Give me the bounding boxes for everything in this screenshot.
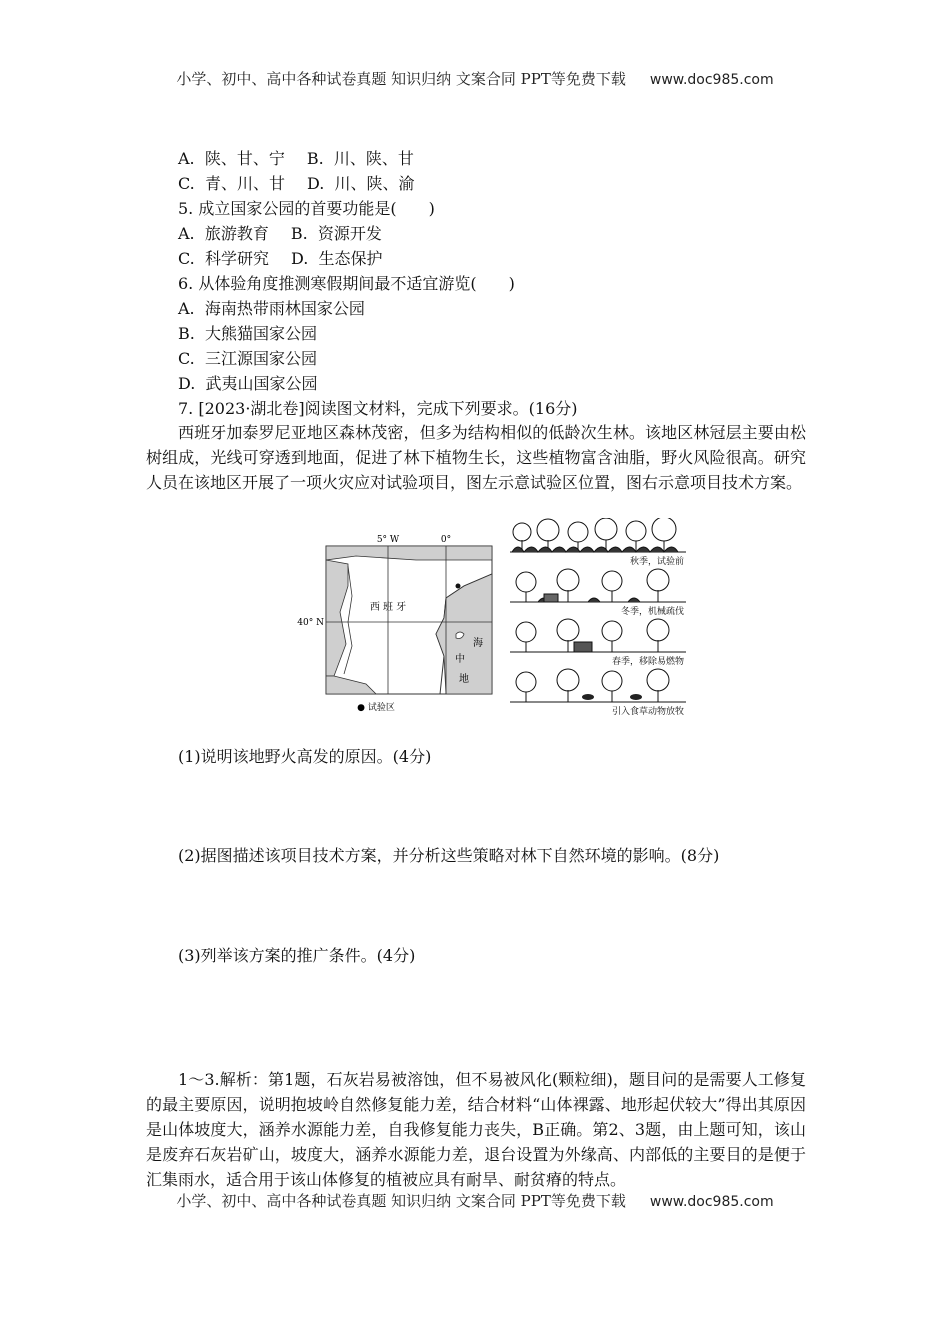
q7-sub2: (2)据图描述该项目技术方案，并分析这些策略对林下自然环境的影响。(8分): [178, 846, 720, 865]
test-area-marker: [456, 584, 461, 589]
q5-opt-c: 科学研究: [204, 249, 269, 268]
lon-0-label: 0°: [440, 535, 452, 545]
sea-label-2: 中: [455, 654, 465, 665]
q6-option-a: [178, 296, 365, 319]
q4-opt-c: 青、川、甘: [204, 174, 285, 193]
answer-analysis: 1～3.解析：第1题，石灰岩易被溶蚀，但不易被风化(颗粒细)，题目问的是需要人工修复的最主要原因，说明抱坡岭自然修复能力差，结合材料“山体裸露、地形起伏较大”得出其原因是山体坡度大，涵养水源能力差，自我修复能力丧失，B正确。第2、3题，由上题可知，该山是废弃石灰岩矿山，坡度大，涵养水源能力差，退台设置为外缘高、内部低的主要目的是便于汇集雨水，适合用于该山体修复的植被应具有耐旱、耐贫瘠的特点。: [146, 1070, 806, 1189]
footer-text: 小学、初中、高中各种试卷真题 知识归纳 文案合同 PPT等免费下载: [176, 1192, 626, 1210]
q6-stem: 6. 从体验角度推测寒假期间最不适宜游览( ): [178, 274, 515, 293]
q7-material: 西班牙加泰罗尼亚地区森林茂密，但多为结构相似的低龄次生林。该地区林冠层主要由松树组成，光线可穿透到地面，促进了林下植物生长，这些植物富含油脂，野火风险很高。研究人员在该地区开展了一项火灾应对试验项目，图左示意试验区位置，图右示意项目技术方案。: [146, 423, 806, 492]
q5-opt-b: 资源开发: [317, 224, 382, 243]
q6-option-c: [178, 346, 317, 369]
q4-opt-a-label: A.: [178, 149, 195, 168]
country-label: 西 班 牙: [369, 602, 407, 613]
lat-40n-label: 40° N: [297, 618, 324, 628]
q4-opt-b: 川、陕、甘: [333, 149, 414, 168]
q5-opt-d-label: D.: [290, 249, 309, 268]
q6-option-b: [178, 321, 317, 344]
q5-opt-c-label: C.: [178, 249, 195, 268]
q6-opt-d-label: D.: [178, 374, 196, 393]
footer-url[interactable]: www.doc985.com: [649, 1194, 774, 1210]
q5-opt-d: 生态保护: [318, 249, 383, 268]
scene-caption-grazing: 引入食草动物放牧: [611, 707, 684, 717]
q6-opt-c-text: 三江源国家公园: [204, 349, 317, 368]
q4-opt-d: 川、陕、渝: [334, 174, 415, 193]
q4-opt-b-label: B.: [306, 149, 324, 168]
scheme-illustration: [508, 518, 688, 718]
q4-options-row1: [178, 146, 414, 169]
header-text: 小学、初中、高中各种试卷真题 知识归纳 文案合同 PPT等免费下载: [176, 70, 626, 88]
page-header: [0, 68, 950, 89]
q4-opt-c-label: C.: [178, 174, 195, 193]
q6-opt-b-text: 大熊猫国家公园: [205, 324, 318, 343]
sea-label-1: 海: [473, 638, 483, 649]
q7-figure: [296, 518, 688, 718]
q6-opt-a-text: 海南热带雨林国家公园: [204, 299, 365, 318]
q5-opt-b-label: B.: [290, 224, 308, 243]
q4-options-row2: [178, 171, 414, 194]
scene-caption-winter: 冬季，机械疏伐: [620, 607, 684, 617]
q5-options-row2: [178, 246, 382, 269]
scene-caption-spring: 春季，移除易燃物: [611, 657, 684, 667]
q7-stem: 7. [2023·湖北卷]阅读图文材料，完成下列要求。(16分): [178, 399, 578, 418]
q6-opt-b-label: B.: [178, 324, 195, 343]
q5-opt-a: 旅游教育: [204, 224, 269, 243]
lon-5w-label: 5° W: [376, 535, 400, 545]
q5-stem: 5. 成立国家公园的首要功能是( ): [178, 199, 435, 218]
technical-scheme: [508, 518, 688, 718]
map-legend: ● 试验区: [357, 703, 395, 713]
header-url[interactable]: www.doc985.com: [649, 72, 774, 88]
q5-options-row1: [178, 221, 382, 244]
spain-map: [296, 526, 496, 716]
q7-sub3: (3)列举该方案的推广条件。(4分): [178, 946, 416, 965]
scene-caption-autumn: 秋季，试验前: [629, 557, 684, 567]
q4-opt-a: 陕、甘、宁: [204, 149, 285, 168]
q6-option-d: [178, 371, 318, 394]
q4-opt-d-label: D.: [306, 174, 325, 193]
q6-opt-c-label: C.: [178, 349, 195, 368]
q6-opt-d-text: 武夷山国家公园: [205, 374, 318, 393]
sea-label-3: 地: [459, 674, 469, 685]
q5-opt-a-label: A.: [178, 224, 195, 243]
q6-opt-a-label: A.: [178, 299, 195, 318]
page-footer: [0, 1190, 950, 1211]
q7-sub1: (1)说明该地野火高发的原因。(4分): [178, 747, 432, 766]
